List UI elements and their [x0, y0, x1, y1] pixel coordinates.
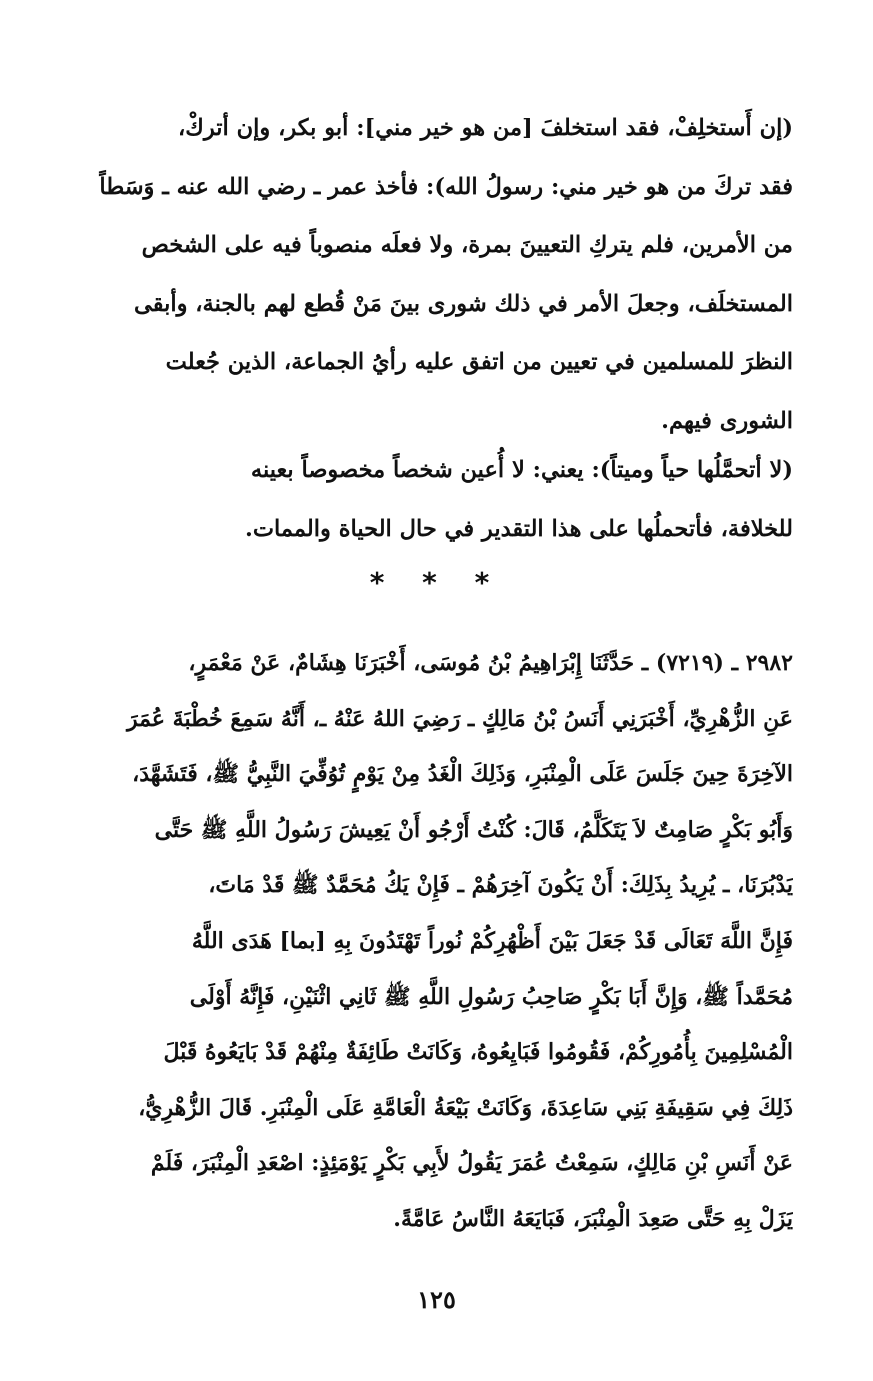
page-number: ١٢٥ [417, 1285, 456, 1314]
section-separator: * * * [369, 566, 504, 599]
hadith-line: عَنِ الزُّهْرِيِّ، أَخْبَرَنِي أَنَسُ بْنُ مَالِكٍ ـ رَضِيَ اللهُ عَنْهُ ـ، أَنَّهُ سَمِعَ خُطْبَةَ عُمَرَ [127, 705, 793, 732]
text-line: المستخلَف، وجعلَ الأمر في ذلك شورى بينَ مَنْ قُطع لهم بالجنة، وأبقى [133, 290, 793, 317]
hadith-line: مُحَمَّداً ﷺ، وَإِنَّ أَبَا بَكْرٍ صَاحِبُ رَسُولِ اللَّهِ ﷺ ثَانِي اثْنَيْنِ، فَإِنَّهُ أَوْلَى [189, 983, 793, 1010]
hadith-line: الآخِرَةَ حِينَ جَلَسَ عَلَى الْمِنْبَرِ، وَذَلِكَ الْغَدُ مِنْ يَوْمٍ تُوُفِّيَ النَّبِيُّ ﷺ، فَتَشَهَّدَ، [132, 761, 793, 788]
text-line: (إن أَستخلِفْ، فقد استخلفَ [من هو خير مني]: أبو بكر، وإن أتركْ، [178, 115, 793, 141]
text-line: من الأمرين، فلم يتركِ التعيينَ بمرة، ولا فعلَه منصوباً فيه على الشخص [141, 232, 793, 258]
text-line: فقد تركَ من هو خير مني: رسولُ الله): فأخذ عمر ـ رضي الله عنه ـ وَسَطاً [99, 173, 793, 200]
text-line: للخلافة، فأتحملُها على هذا التقدير في حال الحياة والممات. [245, 515, 793, 542]
commentary-paragraph-1 [93, 99, 793, 450]
hadith-line: فَإِنَّ اللَّهَ تَعَالَى قَدْ جَعَلَ بَيْنَ أَظْهُرِكُمْ نُوراً تَهْتَدُونَ بِهِ [بما] هَدَى اللَّهُ [191, 927, 793, 954]
hadith-line: ٢٩٨٢ ـ (٧٢١٩) ـ حَدَّثَنَا إِبْرَاهِيمُ بْنُ مُوسَى، أَخْبَرَنَا هِشَامٌ، عَنْ مَعْمَرٍ، [188, 650, 793, 676]
hadith-text [93, 636, 793, 1248]
text-line: (لا أتحمَّلُها حياً وميتاً): يعني: لا أُعين شخصاً مخصوصاً بعينه [250, 457, 793, 483]
hadith-line: يَزَلْ بِهِ حَتَّى صَعِدَ الْمِنْبَرَ، فَبَايَعَهُ النَّاسُ عَامَّةً. [393, 1205, 793, 1232]
text-line: الشورى فيهم. [661, 407, 793, 434]
text-line: النظرَ للمسلمين في تعيين من اتفق عليه رأيُ الجماعة، الذين جُعلت [165, 349, 793, 375]
hadith-line: يَدْبُرَنَا، ـ يُرِيدُ بِذَلِكَ: أَنْ يَكُونَ آخِرَهُمْ ـ فَإِنْ يَكُ مُحَمَّدٌ ﷺ قَدْ مَاتَ، [208, 872, 793, 899]
hadith-line: الْمُسْلِمِينَ بِأُمُورِكُمْ، فَقُومُوا فَبَايِعُوهُ، وَكَانَتْ طَائِفَةٌ مِنْهُمْ قَدْ بَايَعُوهُ قَبْلَ [163, 1039, 793, 1066]
hadith-line: وَأَبُو بَكْرٍ صَامِتٌ لاَ يَتَكَلَّمُ، قَالَ: كُنْتُ أَرْجُو أَنْ يَعِيشَ رَسُولُ اللَّهِ ﷺ حَتَّى [154, 816, 793, 843]
hadith-line: عَنْ أَنَسِ بْنِ مَالِكٍ، سَمِعْتُ عُمَرَ يَقُولُ لأَبِي بَكْرٍ يَوْمَئِذٍ: اصْعَدِ الْمِنْبَرَ، فَلَمْ [150, 1150, 793, 1177]
hadith-line: ذَلِكَ فِي سَقِيفَةِ بَنِي سَاعِدَةَ، وَكَانَتْ بَيْعَةُ الْعَامَّةِ عَلَى الْمِنْبَرِ. قَالَ الزُّهْرِيُّ، [138, 1094, 793, 1121]
commentary-paragraph-2 [93, 441, 793, 558]
